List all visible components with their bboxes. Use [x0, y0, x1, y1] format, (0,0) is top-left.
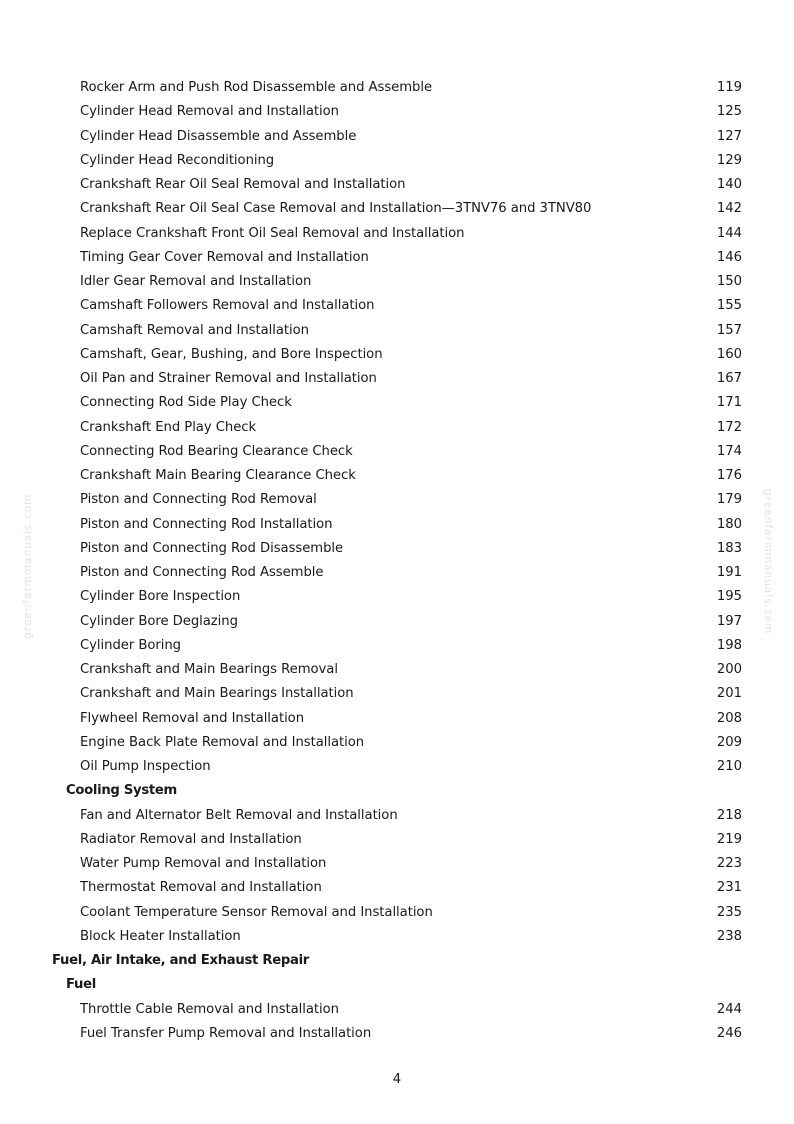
- toc-entry-title: Camshaft, Gear, Bushing, and Bore Inspection: [80, 346, 383, 362]
- toc-entry-page-number: 223: [716, 856, 742, 871]
- watermark-right: greenfarmmanuals.com: [762, 489, 774, 635]
- toc-entry-title: Thermostat Removal and Installation: [80, 880, 322, 896]
- toc-entry[interactable]: [0, 222, 794, 246]
- toc-entry-title: Engine Back Plate Removal and Installation: [80, 734, 365, 750]
- toc-entry-page-number: 238: [716, 928, 742, 944]
- toc-entry-page-number: 140: [716, 177, 742, 192]
- toc-entry-page-number: 160: [716, 346, 742, 362]
- toc-entry[interactable]: [0, 925, 794, 949]
- toc-entry-page-number: 191: [716, 565, 742, 580]
- toc-entry-page-number: 144: [716, 225, 742, 241]
- toc-entry-title: Piston and Connecting Rod Removal: [80, 492, 317, 508]
- toc-entry[interactable]: [0, 755, 794, 779]
- toc-entry-title: Oil Pan and Strainer Removal and Installation: [80, 371, 377, 386]
- toc-entry-title: Fuel: [66, 977, 97, 993]
- toc-entry-title: Piston and Connecting Rod Disassemble: [80, 540, 344, 556]
- table-of-contents: [0, 76, 794, 1046]
- toc-entry[interactable]: [0, 440, 794, 464]
- toc-entry-title: Fan and Alternator Belt Removal and Installation: [80, 807, 398, 823]
- toc-entry-page-number: 198: [716, 637, 742, 653]
- toc-entry-title: Camshaft Removal and Installation: [80, 322, 309, 338]
- toc-entry[interactable]: [0, 246, 794, 270]
- toc-entry[interactable]: [0, 294, 794, 318]
- toc-entry-title: Cylinder Head Disassemble and Assemble: [80, 128, 357, 144]
- toc-entry[interactable]: [0, 319, 794, 343]
- toc-entry-title: Crankshaft Main Bearing Clearance Check: [80, 468, 356, 483]
- toc-entry-page-number: 171: [716, 395, 742, 411]
- toc-entry-page-number: 142: [716, 201, 742, 217]
- toc-entry[interactable]: [0, 513, 794, 537]
- toc-entry-page-number: 210: [716, 759, 742, 774]
- toc-entry-title: Replace Crankshaft Front Oil Seal Removal and Installation: [80, 225, 465, 241]
- toc-entry-page-number: 209: [716, 734, 742, 750]
- toc-entry-page-number: 125: [716, 104, 742, 120]
- toc-entry-title: Fuel, Air Intake, and Exhaust Repair: [52, 953, 309, 968]
- toc-entry-page-number: 119: [716, 80, 742, 95]
- toc-entry-title: Cylinder Head Reconditioning: [80, 152, 275, 168]
- toc-entry[interactable]: [0, 828, 794, 852]
- toc-entry-title: Cylinder Bore Deglazing: [80, 613, 238, 629]
- toc-entry-page-number: 195: [716, 589, 742, 605]
- toc-entry-title: Crankshaft and Main Bearings Removal: [80, 662, 338, 677]
- toc-entry-title: Water Pump Removal and Installation: [80, 856, 327, 871]
- toc-entry[interactable]: [0, 561, 794, 585]
- toc-entry-page-number: 150: [716, 274, 742, 289]
- toc-chapter-heading[interactable]: [0, 949, 794, 973]
- toc-entry[interactable]: [0, 125, 794, 149]
- toc-entry-page-number: 201: [716, 686, 742, 702]
- toc-entry-title: Cylinder Boring: [80, 637, 181, 653]
- toc-entry-page-number: 231: [716, 880, 742, 896]
- toc-entry[interactable]: [0, 634, 794, 658]
- toc-entry-title: Oil Pump Inspection: [80, 759, 211, 774]
- toc-entry[interactable]: [0, 876, 794, 900]
- toc-entry-page-number: 172: [716, 419, 742, 435]
- toc-entry[interactable]: [0, 488, 794, 512]
- toc-entry[interactable]: [0, 731, 794, 755]
- toc-entry[interactable]: [0, 707, 794, 731]
- toc-entry-title: Throttle Cable Removal and Installation: [80, 1001, 339, 1017]
- toc-entry-title: Crankshaft Rear Oil Seal Removal and Installation: [80, 177, 406, 192]
- toc-entry-title: Fuel Transfer Pump Removal and Installation: [80, 1025, 372, 1041]
- toc-entry-title: Radiator Removal and Installation: [80, 831, 302, 847]
- toc-entry[interactable]: [0, 658, 794, 682]
- toc-entry[interactable]: [0, 682, 794, 706]
- toc-entry[interactable]: [0, 416, 794, 440]
- toc-entry-page-number: 183: [716, 540, 742, 556]
- toc-entry-page-number: 174: [716, 443, 742, 459]
- toc-entry-page-number: 235: [716, 904, 742, 920]
- toc-entry-page-number: 246: [716, 1025, 742, 1041]
- toc-section-heading[interactable]: [0, 973, 794, 997]
- toc-entry-title: Crankshaft and Main Bearings Installation: [80, 686, 354, 702]
- toc-entry[interactable]: [0, 998, 794, 1022]
- toc-entry-page-number: 200: [716, 662, 742, 677]
- toc-entry-title: Connecting Rod Bearing Clearance Check: [80, 443, 353, 459]
- toc-entry[interactable]: [0, 100, 794, 124]
- toc-entry[interactable]: [0, 367, 794, 391]
- toc-entry-title: Block Heater Installation: [80, 928, 241, 944]
- toc-entry-page-number: 129: [716, 152, 742, 168]
- toc-entry-page-number: 208: [716, 710, 742, 726]
- toc-entry-page-number: 157: [716, 322, 742, 338]
- toc-entry-page-number: 176: [716, 468, 742, 483]
- toc-entry-title: Piston and Connecting Rod Installation: [80, 516, 333, 532]
- toc-entry-title: Rocker Arm and Push Rod Disassemble and Assemble: [80, 80, 433, 95]
- watermark-left: greenfarmmanuals.com: [22, 493, 34, 639]
- toc-entry[interactable]: [0, 537, 794, 561]
- toc-entry-page-number: 179: [716, 492, 742, 508]
- toc-entry[interactable]: [0, 270, 794, 294]
- toc-entry[interactable]: [0, 804, 794, 828]
- toc-entry-title: Cylinder Head Removal and Installation: [80, 104, 339, 120]
- toc-entry-title: Timing Gear Cover Removal and Installation: [80, 249, 369, 265]
- toc-entry[interactable]: [0, 149, 794, 173]
- toc-entry-page-number: 197: [716, 613, 742, 629]
- toc-entry-title: Connecting Rod Side Play Check: [80, 395, 292, 411]
- toc-entry[interactable]: [0, 1022, 794, 1046]
- toc-entry[interactable]: [0, 76, 794, 100]
- toc-entry-page-number: 127: [716, 128, 742, 144]
- toc-section-heading[interactable]: [0, 779, 794, 803]
- toc-entry[interactable]: [0, 173, 794, 197]
- toc-entry-title: Crankshaft End Play Check: [80, 419, 257, 435]
- toc-entry-page-number: 244: [716, 1001, 742, 1017]
- toc-entry[interactable]: [0, 585, 794, 609]
- toc-entry-page-number: 219: [716, 831, 742, 847]
- toc-entry-title: Coolant Temperature Sensor Removal and Installation: [80, 904, 433, 920]
- toc-entry[interactable]: [0, 197, 794, 221]
- toc-entry[interactable]: [0, 901, 794, 925]
- toc-entry[interactable]: [0, 464, 794, 488]
- toc-entry-page-number: 180: [716, 516, 742, 532]
- toc-entry-page-number: 146: [716, 249, 742, 265]
- toc-entry[interactable]: [0, 852, 794, 876]
- toc-entry-title: Camshaft Followers Removal and Installation: [80, 298, 375, 314]
- toc-entry-title: Cooling System: [66, 783, 177, 799]
- toc-entry[interactable]: [0, 343, 794, 367]
- toc-entry-title: Piston and Connecting Rod Assemble: [80, 565, 324, 580]
- page-number: 4: [392, 1072, 402, 1087]
- toc-entry-page-number: 218: [716, 807, 742, 823]
- toc-entry-title: Crankshaft Rear Oil Seal Case Removal and Installation—3TNV76 and 3TNV80: [80, 201, 592, 217]
- toc-entry[interactable]: [0, 610, 794, 634]
- toc-entry-title: Idler Gear Removal and Installation: [80, 274, 312, 289]
- toc-entry-page-number: 167: [716, 371, 742, 386]
- toc-entry-title: Cylinder Bore Inspection: [80, 589, 241, 605]
- toc-entry-title: Flywheel Removal and Installation: [80, 710, 305, 726]
- toc-entry[interactable]: [0, 391, 794, 415]
- toc-entry-page-number: 155: [716, 298, 742, 314]
